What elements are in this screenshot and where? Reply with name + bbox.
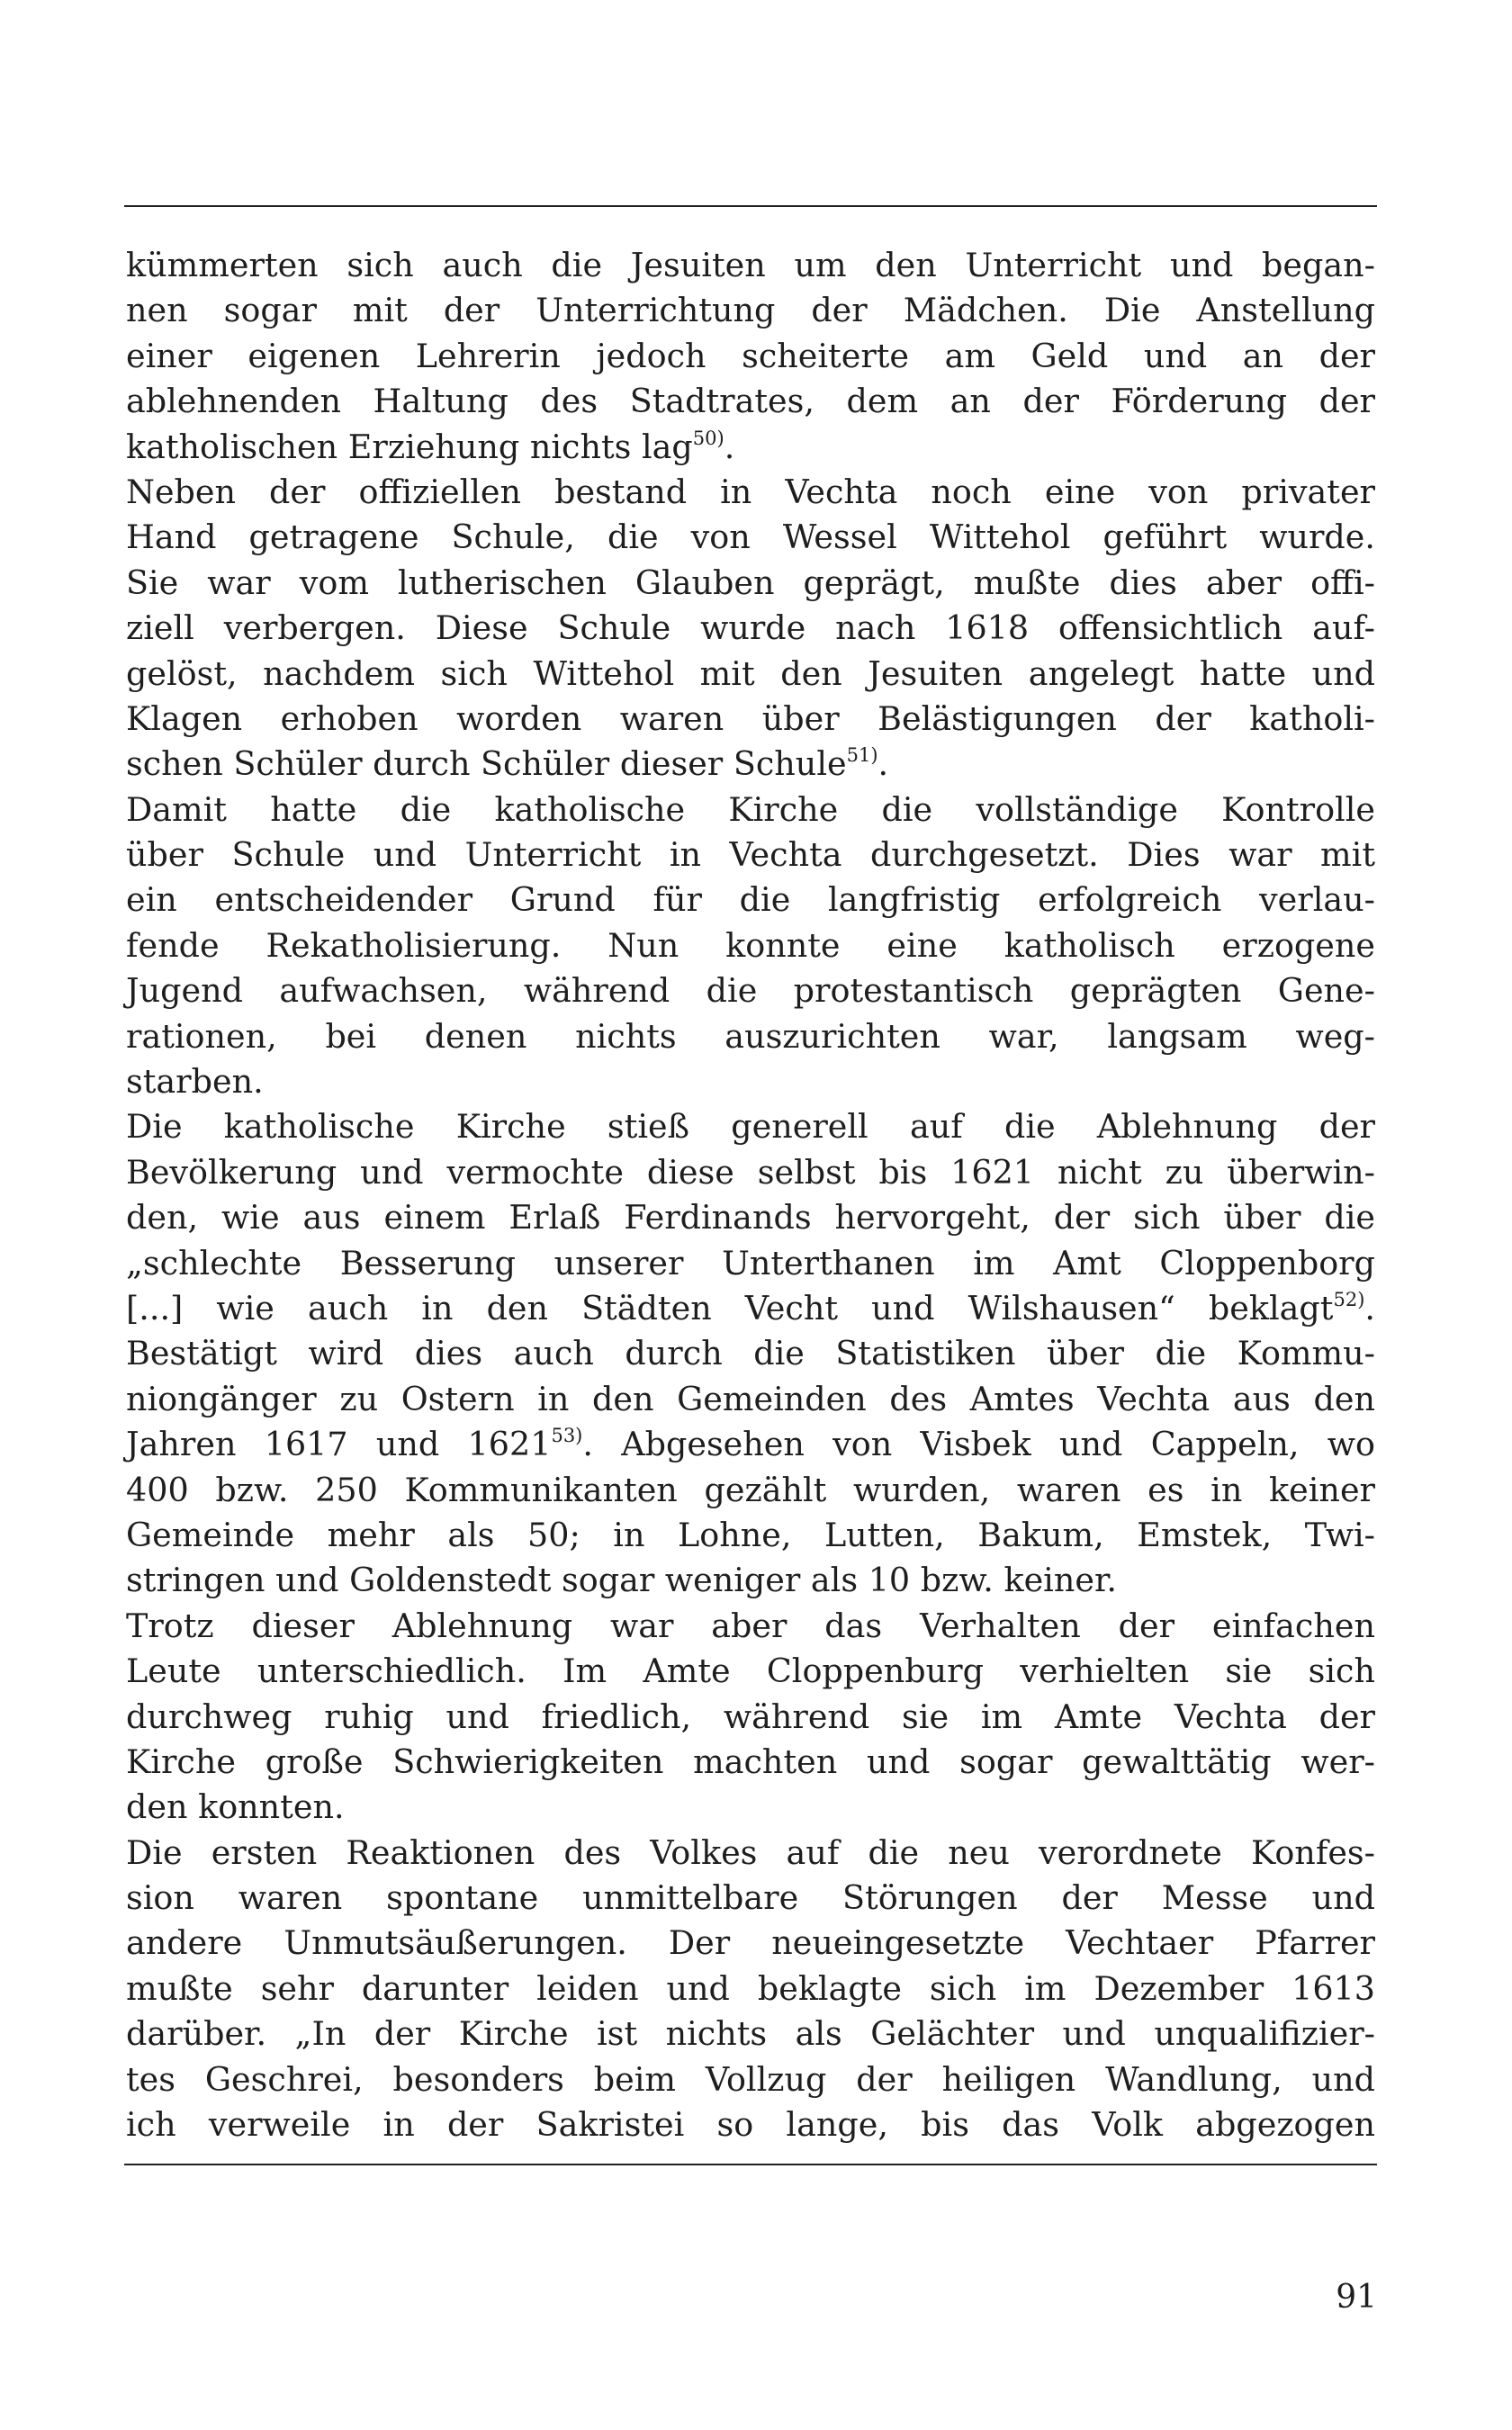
line-text: darüber. „In der Kirche ist nichts als Gelächter und unqualifizier-: [126, 2014, 1375, 2054]
line-text: Gemeinde mehr als 50; in Lohne, Lutten, Bakum, Emstek, Twi-: [126, 1515, 1375, 1554]
text-line: [126, 968, 1375, 1013]
line-text-after: .: [724, 427, 735, 466]
line-text: 400 bzw. 250 Kommunikanten gezählt wurden, waren es in keiner: [126, 1470, 1375, 1509]
footnote-ref: 53): [551, 1425, 583, 1447]
text-line: [126, 652, 1375, 697]
text-line: [126, 878, 1375, 922]
text-line: [126, 425, 1375, 470]
text-line: [126, 1831, 1375, 1876]
line-text: starben.: [126, 1062, 264, 1102]
text-line: [126, 1695, 1375, 1740]
text-line: [126, 1649, 1375, 1694]
text-line: [126, 515, 1375, 560]
line-text: Jugend aufwachsen, während die protestantisch geprägten Gene-: [126, 971, 1375, 1011]
text-line: [126, 742, 1375, 787]
text-line: [126, 1014, 1375, 1059]
line-text: Bestätigt wird dies auch durch die Statistiken über die Kommu-: [126, 1334, 1375, 1373]
text-line: [126, 1966, 1375, 2012]
text-line: [126, 1468, 1375, 1513]
text-line: [126, 470, 1375, 515]
text-line: [126, 606, 1375, 651]
body-text: [126, 243, 1375, 2147]
line-text: sion waren spontane unmittelbare Störungen der Messe und: [126, 1878, 1375, 1918]
line-text-after: .: [1364, 1288, 1375, 1328]
text-line: [126, 1422, 1375, 1467]
line-text: stringen und Goldenstedt sogar weniger als 10 bzw. keiner.: [126, 1561, 1117, 1600]
line-text: ein entscheidender Grund für die langfristig erfolgreich verlau-: [126, 880, 1375, 920]
line-text: Sie war vom lutherischen Glauben geprägt, mußte dies aber offi-: [126, 562, 1375, 602]
text-line: [126, 243, 1375, 288]
text-line: [126, 1150, 1375, 1195]
line-text: rationen, bei denen nichts auszurichten war, langsam weg-: [126, 1016, 1375, 1056]
line-text: Neben der offiziellen bestand in Vechta noch eine von privater: [126, 472, 1375, 511]
text-line: [126, 1513, 1375, 1558]
line-text: Die ersten Reaktionen des Volkes auf die neu verordnete Konfes-: [126, 1832, 1375, 1872]
line-text: Hand getragene Schule, die von Wessel Wittehol geführt wurde.: [126, 518, 1375, 557]
text-line: [126, 1558, 1375, 1603]
line-text: Kirche große Schwierigkeiten machten und sogar gewalttätig wer-: [126, 1742, 1375, 1781]
text-line: [126, 1195, 1375, 1240]
text-line: [126, 561, 1375, 606]
line-text: Die katholische Kirche stieß generell auf die Ablehnung der: [126, 1107, 1375, 1147]
text-line: [126, 1286, 1375, 1331]
line-text: Damit hatte die katholische Kirche die vollständige Kontrolle: [126, 789, 1375, 829]
footnote-ref: 52): [1333, 1288, 1365, 1310]
line-text: den, wie aus einem Erlaß Ferdinands hervorgeht, der sich über die: [126, 1198, 1375, 1238]
text-line: [126, 2057, 1375, 2102]
text-line: [126, 2102, 1375, 2147]
footnote-ref: 51): [846, 744, 878, 767]
page-number: 91: [1336, 2279, 1377, 2316]
line-text: Bevölkerung und vermochte diese selbst bis 1621 nicht zu überwin-: [126, 1152, 1375, 1192]
footnote-ref: 50): [692, 427, 724, 449]
line-text: den konnten.: [126, 1787, 345, 1827]
text-line: [126, 832, 1375, 878]
text-line: [126, 334, 1375, 379]
text-line: [126, 1059, 1375, 1104]
line-text: gelöst, nachdem sich Wittehol mit den Jesuiten angelegt hatte und: [126, 653, 1375, 693]
line-text-after: . Abgesehen von Visbek und Cappeln, wo: [582, 1425, 1375, 1464]
line-text-after: .: [878, 744, 889, 784]
line-text: fende Rekatholisierung. Nun konnte eine katholisch erzogene: [126, 925, 1375, 965]
text-line: [126, 1104, 1375, 1149]
line-text: Leute unterschiedlich. Im Amte Cloppenburg verhielten sie sich: [126, 1652, 1375, 1691]
text-line: [126, 1921, 1375, 1966]
text-line: [126, 1604, 1375, 1649]
line-text: ich verweile in der Sakristei so lange, bis das Volk abgezogen: [126, 2105, 1375, 2145]
text-line: [126, 1377, 1375, 1422]
line-text: Jahren 1617 und 1621: [126, 1425, 552, 1464]
bottom-rule: [124, 2164, 1377, 2165]
line-text: durchweg ruhig und friedlich, während sie im Amte Vechta der: [126, 1696, 1375, 1736]
line-text: andere Unmutsäußerungen. Der neueingesetzte Vechtaer Pfarrer: [126, 1923, 1375, 1963]
line-text: Klagen erhoben worden waren über Belästigungen der katholi-: [126, 698, 1375, 738]
line-text: tes Geschrei, besonders beim Vollzug der heiligen Wandlung, und: [126, 2059, 1375, 2099]
line-text: Trotz dieser Ablehnung war aber das Verhalten der einfachen: [126, 1606, 1375, 1645]
text-line: [126, 2012, 1375, 2056]
line-text: über Schule und Unterricht in Vechta durchgesetzt. Dies war mit: [126, 835, 1375, 875]
line-text: ziell verbergen. Diese Schule wurde nach 1618 offensichtlich auf-: [126, 608, 1375, 648]
text-line: [126, 697, 1375, 742]
line-text: ablehnenden Haltung des Stadtrates, dem an der Förderung der: [126, 382, 1375, 421]
text-line: [126, 379, 1375, 424]
line-text: [...] wie auch in den Städten Vecht und Wilshausen“ beklagt: [126, 1288, 1334, 1328]
line-text: mußte sehr darunter leiden und beklagte sich im Dezember 1613: [126, 1968, 1375, 2008]
text-line: [126, 1785, 1375, 1830]
text-line: [126, 1876, 1375, 1921]
text-line: [126, 1740, 1375, 1785]
top-rule: [124, 205, 1377, 207]
text-line: [126, 288, 1375, 333]
line-text: „schlechte Besserung unserer Unterthanen im Amt Cloppenborg: [126, 1243, 1375, 1282]
text-line: [126, 1241, 1375, 1286]
line-text: niongänger zu Ostern in den Gemeinden des Amtes Vechta aus den: [126, 1379, 1375, 1418]
line-text: kümmerten sich auch die Jesuiten um den Unterricht und began-: [126, 246, 1375, 284]
line-text: schen Schüler durch Schüler dieser Schule: [126, 744, 847, 784]
text-line: [126, 1331, 1375, 1376]
line-text: katholischen Erziehung nichts lag: [126, 427, 693, 466]
line-text: nen sogar mit der Unterrichtung der Mädchen. Die Anstellung: [126, 291, 1375, 330]
text-line: [126, 788, 1375, 832]
text-line: [126, 923, 1375, 968]
line-text: einer eigenen Lehrerin jedoch scheiterte am Geld und an der: [126, 336, 1375, 375]
